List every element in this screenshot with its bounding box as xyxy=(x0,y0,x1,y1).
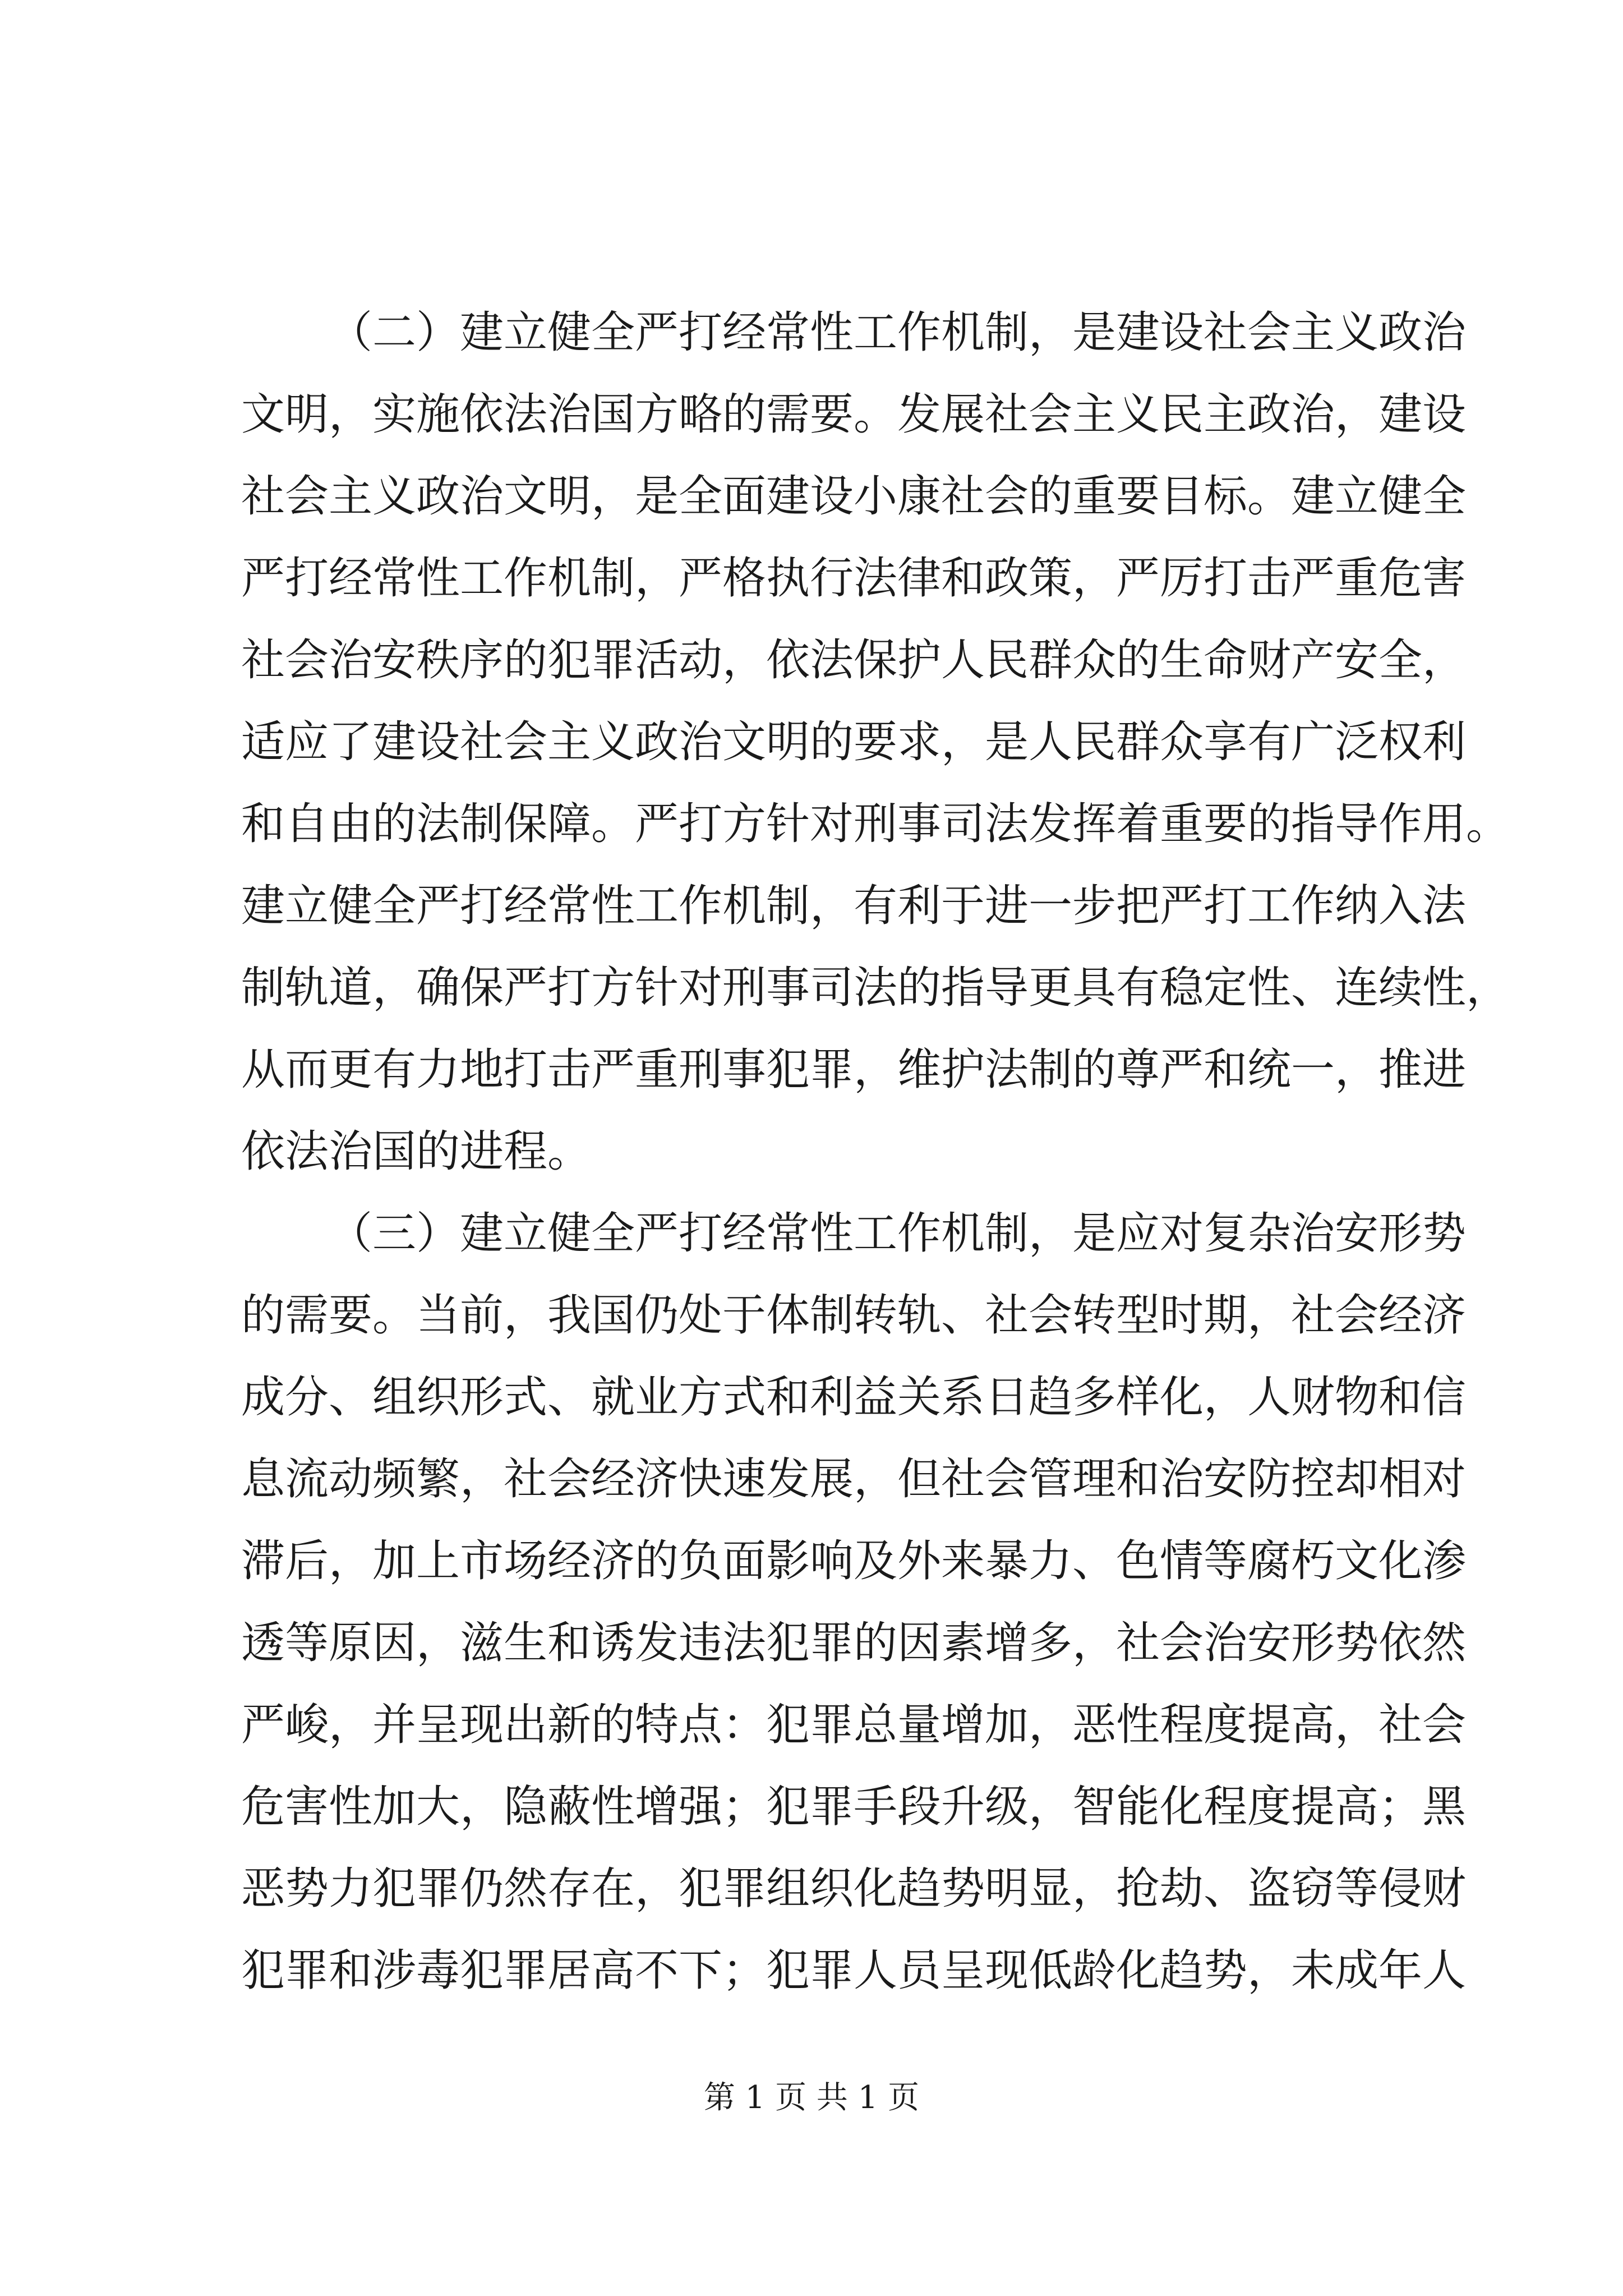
paragraph xyxy=(241,292,1510,1193)
text-line: （二）建立健全严打经常性工作机制，是建设社会主义政治 xyxy=(329,307,1467,358)
text-line: 文明，实施依法治国方略的需要。发展社会主义民主政治，建设 xyxy=(241,389,1467,440)
text-line: 的需要。当前，我国仍处于体制转轨、社会转型时期，社会经济 xyxy=(241,1290,1467,1341)
document-body xyxy=(241,292,1510,2012)
text-line: 成分、组织形式、就业方式和利益关系日趋多样化，人财物和信 xyxy=(241,1372,1467,1423)
text-line: 和自由的法制保障。严打方针对刑事司法发挥着重要的指导作用。 xyxy=(241,799,1510,849)
text-line: 恶势力犯罪仍然存在，犯罪组织化趋势明显，抢劫、盗窃等侵财 xyxy=(241,1864,1467,1914)
text-line: 从而更有力地打击严重刑事犯罪，维护法制的尊严和统一，推进 xyxy=(241,1045,1467,1095)
text-line: 建立健全严打经常性工作机制，有利于进一步把严打工作纳入法 xyxy=(241,881,1467,931)
text-line: 严打经常性工作机制，严格执行法律和政策，严厉打击严重危害 xyxy=(241,553,1467,604)
page-footer: 第 1 页 共 1 页 xyxy=(703,2079,920,2116)
text-line: 依法治国的进程。 xyxy=(241,1126,592,1177)
text-line: 透等原因，滋生和诱发违法犯罪的因素增多，社会治安形势依然 xyxy=(241,1618,1467,1668)
text-line: 制轨道，确保严打方针对刑事司法的指导更具有稳定性、连续性， xyxy=(241,963,1510,1013)
text-line: 犯罪和涉毒犯罪居高不下；犯罪人员呈现低龄化趋势，未成年人 xyxy=(241,1945,1467,1996)
text-line: （三）建立健全严打经常性工作机制，是应对复杂治安形势 xyxy=(329,1208,1467,1259)
text-line: 严峻，并呈现出新的特点：犯罪总量增加，恶性程度提高，社会 xyxy=(241,1700,1467,1750)
text-line: 危害性加大，隐蔽性增强；犯罪手段升级，智能化程度提高；黑 xyxy=(241,1782,1467,1832)
text-line: 社会主义政治文明，是全面建设小康社会的重要目标。建立健全 xyxy=(241,471,1467,522)
text-line: 滞后，加上市场经济的负面影响及外来暴力、色情等腐朽文化渗 xyxy=(241,1536,1467,1586)
text-line: 息流动频繁，社会经济快速发展，但社会管理和治安防控却相对 xyxy=(241,1454,1467,1504)
paragraph xyxy=(241,1193,1467,2012)
text-line: 社会治安秩序的犯罪活动，依法保护人民群众的生命财产安全， xyxy=(241,635,1467,685)
text-line: 适应了建设社会主义政治文明的要求，是人民群众享有广泛权利 xyxy=(241,717,1467,767)
